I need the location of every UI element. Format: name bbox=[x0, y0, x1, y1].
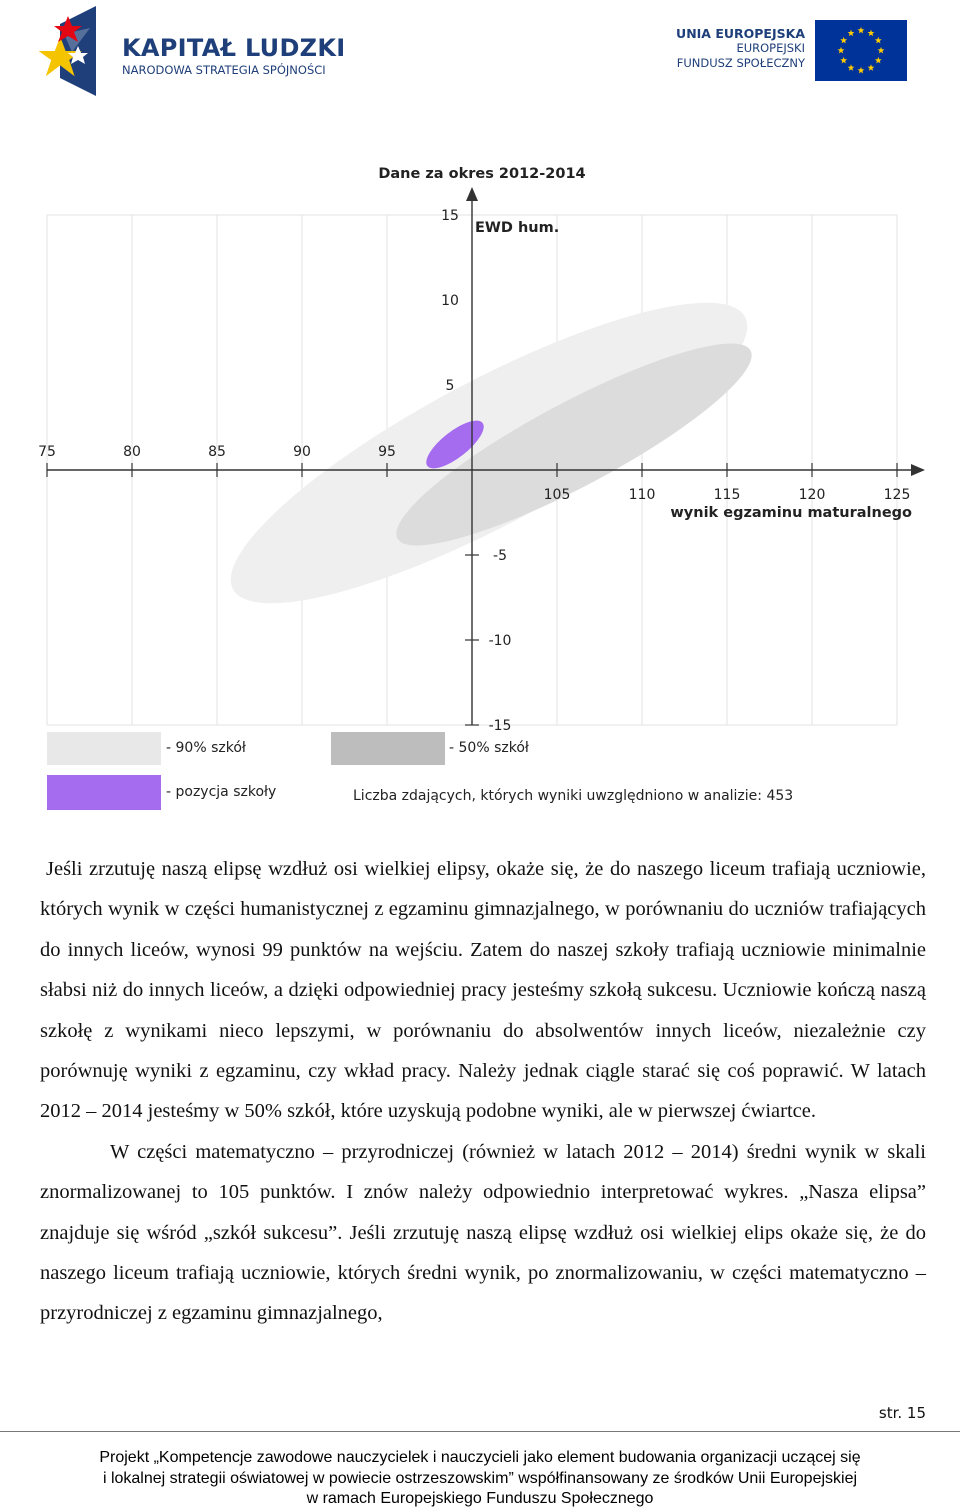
y-tick-label: 10 bbox=[441, 293, 459, 309]
footer bbox=[0, 1448, 960, 1510]
y-tick-label: -10 bbox=[488, 633, 512, 649]
paragraph-1: Jeśli zrzutuję naszą elipsę wzdłuż osi wielkiej elipsy, okaże się, że do naszego liceum trafiają uczniowie, których wynik w części humanistycznej z egzaminu gimnazjalnego, w porównaniu do uczniów trafiających do innych liceów, wynosi 99 punktów na wejściu. Zatem do naszej szkoły trafiają uczniowie minimalnie słabsi niż do innych liceów, a dzięki odpowiedniej pracy jesteśmy szkołą sukcesu. Uczniowie kończą naszą szkołę z wynikami nieco lepszymi, w porównaniu do absolwentów innych liceów, niezależnie czy porównuję wyniki z egzaminu, czy wkład pracy. Należy jednak ciągle starać się coś poprawić. W latach 2012 – 2014 jesteśmy w 50% szkół, które uzyskują podobne wyniki, ale w pierwszej ćwiartce. bbox=[40, 858, 926, 1123]
paragraph-2: W części matematyczno – przyrodniczej (również w latach 2012 – 2014) średni wynik w skali znormalizowanej to 105 punktów. I znów należy odpowiednio interpretować wykres. „Nasza elipsa” znajduje się wśród „szkół sukcesu”. Jeśli zrzutuję naszą elipsę wzdłuż osi wielkiej elips okaże się, że do naszego liceum trafiają uczniowie, których średni wynik, po znormalizowaniu, w części matematyczno – przyrodniczej z egzaminu gimnazjalnego, bbox=[40, 1140, 926, 1325]
eu-logo-text bbox=[660, 26, 805, 71]
eu-flag-icon bbox=[815, 20, 907, 81]
legend-swatch-90 bbox=[47, 732, 161, 765]
x-tick-label: 110 bbox=[628, 487, 656, 503]
eu-logo-line-2: EUROPEJSKI bbox=[736, 41, 805, 55]
footer-line-3: w ramach Europejskiego Funduszu Społecznego bbox=[306, 1490, 654, 1507]
ewd-ellipse-chart bbox=[0, 150, 960, 820]
chart-ellipses bbox=[199, 253, 779, 652]
legend-label-school: - pozycja szkoły bbox=[166, 784, 277, 800]
x-tick-label: 125 bbox=[883, 487, 911, 503]
y-axis-arrow-icon bbox=[466, 187, 478, 201]
y-tick-label: -5 bbox=[493, 548, 507, 564]
logo-subtitle: NARODOWA STRATEGIA SPÓJNOŚCI bbox=[122, 63, 326, 77]
footer-divider bbox=[0, 1431, 960, 1432]
x-tick-label: 105 bbox=[543, 487, 571, 503]
x-tick-label: 95 bbox=[378, 444, 396, 460]
legend-note: Liczba zdających, których wyniki uwzględniono w analizie: 453 bbox=[353, 788, 794, 804]
legend-swatch-50 bbox=[331, 732, 445, 765]
chart-x-axis-label: wynik egzaminu maturalnego bbox=[670, 505, 912, 521]
footer-line-2: i lokalnej strategii oświatowej w powiecie ostrzeszowskim” współfinansowany ze środków Unii Europejskiej bbox=[102, 1469, 858, 1487]
x-tick-label: 90 bbox=[293, 444, 311, 460]
logo-title: KAPITAŁ LUDZKI bbox=[122, 34, 346, 62]
y-tick-label: 5 bbox=[445, 378, 455, 394]
legend-label-90: - 90% szkół bbox=[166, 740, 246, 756]
x-tick-label: 80 bbox=[123, 444, 141, 460]
x-tick-label: 120 bbox=[798, 487, 826, 503]
x-tick-label: 75 bbox=[38, 444, 56, 460]
x-axis-arrow-icon bbox=[911, 464, 925, 476]
legend-swatch-school bbox=[47, 775, 161, 810]
y-tick-label: 15 bbox=[441, 208, 459, 224]
eu-logo-line-1: UNIA EUROPEJSKA bbox=[676, 26, 805, 41]
x-tick-label: 115 bbox=[713, 487, 741, 503]
body-text bbox=[40, 849, 926, 1334]
chart-y-axis-label: EWD hum. bbox=[475, 220, 560, 236]
chart-title: Dane za okres 2012-2014 bbox=[378, 166, 586, 182]
legend-label-50: - 50% szkół bbox=[449, 740, 529, 756]
eu-logo-line-3: FUNDUSZ SPOŁECZNY bbox=[676, 56, 805, 70]
x-tick-label: 85 bbox=[208, 444, 226, 460]
y-tick-label: -15 bbox=[488, 718, 512, 734]
page-number: str. 15 bbox=[878, 1404, 926, 1422]
footer-line-1: Projekt „Kompetencje zawodowe nauczycielek i nauczycieli jako element budowania organizacji uczącej się bbox=[99, 1449, 861, 1466]
